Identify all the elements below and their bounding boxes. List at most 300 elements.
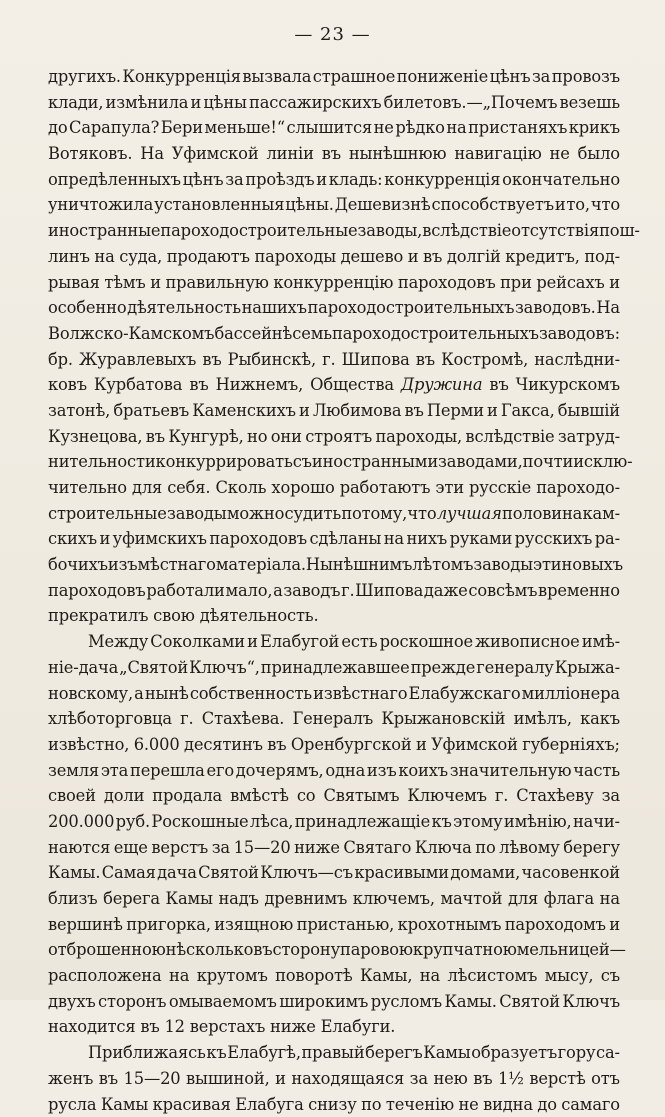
word: и bbox=[609, 270, 620, 296]
word: Приближаясь bbox=[88, 1040, 206, 1066]
emphasized-word: Дружина bbox=[401, 372, 482, 398]
word: почти bbox=[523, 449, 574, 475]
word: съ bbox=[601, 963, 620, 989]
word: въ bbox=[416, 347, 435, 373]
word: еще bbox=[114, 835, 148, 861]
word: пароходы, bbox=[375, 424, 462, 450]
word: 12 bbox=[164, 1014, 184, 1040]
word: г. bbox=[341, 578, 354, 604]
word: нихъ bbox=[407, 526, 448, 552]
word: уфимскихъ bbox=[113, 526, 207, 552]
word: эта bbox=[101, 758, 128, 784]
word: древнимъ bbox=[264, 886, 347, 912]
word: Каменскихъ bbox=[192, 398, 296, 424]
word: под- bbox=[584, 244, 620, 270]
word: свою bbox=[153, 603, 195, 629]
word: пароходовъ bbox=[48, 578, 146, 604]
word: снизу bbox=[308, 1092, 357, 1117]
word: на bbox=[94, 244, 114, 270]
word: вызвала bbox=[242, 64, 311, 90]
word: затруд- bbox=[558, 424, 620, 450]
word: клади, bbox=[48, 90, 103, 116]
word: Камы. bbox=[444, 989, 496, 1015]
word: Кунгурѣ, bbox=[168, 424, 243, 450]
word: десятинъ bbox=[184, 732, 263, 758]
word: имѣнію, bbox=[504, 809, 572, 835]
word: Общества bbox=[310, 372, 394, 398]
word: на bbox=[169, 963, 189, 989]
word: часть bbox=[573, 758, 620, 784]
word: цѣны bbox=[203, 90, 247, 116]
word: доли bbox=[104, 783, 144, 809]
word: Елабуги. bbox=[321, 1014, 396, 1040]
word: пароходовъ bbox=[209, 526, 307, 552]
word: не bbox=[550, 141, 570, 167]
word: къ bbox=[206, 1040, 226, 1066]
word: извѣстнаго bbox=[313, 681, 407, 707]
text-line bbox=[48, 398, 620, 424]
word: бассейнѣ bbox=[214, 321, 292, 347]
word: мало, bbox=[225, 578, 272, 604]
word: хлѣботорговца bbox=[48, 706, 172, 732]
word: не bbox=[458, 1092, 478, 1117]
word: русскіе bbox=[469, 475, 531, 501]
text-line bbox=[48, 758, 620, 784]
word: за bbox=[225, 167, 243, 193]
word: Между bbox=[88, 629, 148, 655]
emphasized-word: лучшая bbox=[437, 501, 502, 527]
word: принадлежавшее bbox=[261, 655, 410, 681]
word: ключемъ, bbox=[353, 886, 435, 912]
word: имѣлъ, bbox=[514, 706, 572, 732]
word: берегу bbox=[563, 835, 620, 861]
word: принадлежащіе bbox=[295, 809, 430, 835]
word: гору bbox=[558, 1040, 596, 1066]
text-line bbox=[48, 578, 620, 604]
word: наются bbox=[48, 835, 110, 861]
word: долгій bbox=[447, 244, 501, 270]
word: слышится bbox=[286, 115, 372, 141]
word: и bbox=[408, 244, 419, 270]
word: скихъ bbox=[48, 526, 97, 552]
word: какъ bbox=[580, 706, 620, 732]
word: крупчатною bbox=[413, 937, 517, 963]
word: изъ bbox=[367, 758, 397, 784]
word: и bbox=[487, 398, 498, 424]
word: лѣса, bbox=[250, 809, 293, 835]
text-line bbox=[48, 809, 620, 835]
word: заводовъ. bbox=[515, 295, 596, 321]
word: сторонъ bbox=[98, 989, 166, 1015]
word: Волжско-Камскомъ bbox=[48, 321, 214, 347]
text-line bbox=[48, 732, 620, 758]
word: въ bbox=[405, 398, 424, 424]
word: окончательно bbox=[502, 167, 620, 193]
word: продала bbox=[152, 783, 222, 809]
word: пристаняхъ bbox=[468, 115, 567, 141]
word: братьевъ bbox=[113, 398, 189, 424]
word: начи- bbox=[573, 809, 620, 835]
word: дешево bbox=[341, 244, 404, 270]
word: по bbox=[361, 1092, 381, 1117]
word: провозъ bbox=[552, 64, 620, 90]
word: мысу, bbox=[545, 963, 594, 989]
word: по bbox=[475, 835, 495, 861]
word: верстахъ bbox=[190, 1014, 265, 1040]
word: его bbox=[206, 758, 234, 784]
word: что bbox=[407, 501, 436, 527]
word: со bbox=[297, 783, 316, 809]
word: берегъ bbox=[365, 1040, 422, 1066]
word: пароходомъ bbox=[505, 912, 606, 938]
word: себя. bbox=[167, 475, 210, 501]
word: Вотяковъ. bbox=[48, 141, 132, 167]
word: берега bbox=[103, 886, 160, 912]
word: ковъ bbox=[48, 372, 87, 398]
word: собственность bbox=[190, 681, 312, 707]
word: на bbox=[446, 115, 466, 141]
word: дѣятельность. bbox=[200, 603, 319, 629]
word: вслѣдствіе bbox=[465, 424, 554, 450]
word: Любимова bbox=[313, 398, 402, 424]
word: пароходостроительные bbox=[160, 218, 357, 244]
word: Ключа bbox=[415, 835, 472, 861]
word: работаютъ bbox=[340, 475, 431, 501]
word: руками bbox=[450, 526, 513, 552]
word: на bbox=[600, 886, 620, 912]
word: са- bbox=[596, 1040, 620, 1066]
word: этому bbox=[453, 809, 502, 835]
word: Ключъ bbox=[562, 989, 620, 1015]
word: мачтой bbox=[440, 886, 502, 912]
word: не bbox=[374, 115, 394, 141]
word: новскому, bbox=[48, 681, 133, 707]
word: заводъ bbox=[283, 578, 340, 604]
word: и bbox=[150, 270, 161, 296]
word: цѣны. bbox=[285, 192, 334, 218]
word: изящною bbox=[214, 912, 293, 938]
word: одна bbox=[325, 758, 365, 784]
word: для bbox=[132, 475, 162, 501]
word: Перми bbox=[427, 398, 484, 424]
word: паровою bbox=[340, 937, 413, 963]
word: Елабугѣ, bbox=[227, 1040, 301, 1066]
word: рѣдко bbox=[395, 115, 445, 141]
word: заводы bbox=[167, 501, 227, 527]
text-line bbox=[48, 1092, 620, 1117]
word: и bbox=[99, 526, 110, 552]
word: часовенкой bbox=[522, 860, 620, 886]
word: Елабугой bbox=[260, 629, 339, 655]
word: и bbox=[299, 398, 310, 424]
word: хорошо bbox=[271, 475, 334, 501]
word: надъ bbox=[218, 886, 258, 912]
text-line bbox=[48, 835, 620, 861]
text-line bbox=[48, 1066, 620, 1092]
text-line bbox=[48, 449, 620, 475]
word: за bbox=[212, 835, 230, 861]
word: отсутствія bbox=[511, 218, 599, 244]
word: за bbox=[602, 783, 620, 809]
text-line bbox=[48, 552, 620, 578]
word: близъ bbox=[48, 886, 98, 912]
word: ра- bbox=[595, 526, 620, 552]
text-line bbox=[48, 218, 620, 244]
word: способствуетъ bbox=[431, 192, 553, 218]
word: и bbox=[316, 167, 327, 193]
word: пароходостроительныхъ bbox=[332, 321, 539, 347]
word: а bbox=[273, 578, 283, 604]
word: измѣнила bbox=[106, 90, 189, 116]
word: и bbox=[416, 732, 427, 758]
word: но bbox=[247, 424, 267, 450]
word: чительно bbox=[48, 475, 127, 501]
word: семь bbox=[292, 321, 332, 347]
word: Святой bbox=[198, 860, 259, 886]
word: и bbox=[555, 192, 566, 218]
text-line bbox=[48, 603, 620, 629]
word: крикъ bbox=[569, 115, 620, 141]
word: заводы bbox=[473, 552, 533, 578]
text-line bbox=[48, 64, 620, 90]
word: расположена bbox=[48, 963, 162, 989]
word: земля bbox=[48, 758, 99, 784]
word: Генералъ bbox=[293, 706, 374, 732]
word: Самая bbox=[102, 860, 156, 886]
text-line bbox=[48, 244, 620, 270]
word: въ bbox=[202, 347, 221, 373]
word: Ключемъ bbox=[407, 783, 487, 809]
text-line bbox=[48, 424, 620, 450]
word: строятъ bbox=[305, 424, 372, 450]
word: работали bbox=[146, 578, 224, 604]
text-line bbox=[48, 526, 620, 552]
word: наслѣдни- bbox=[534, 347, 620, 373]
word: Елабуга bbox=[235, 1092, 304, 1117]
word: въ bbox=[473, 1066, 492, 1092]
word: уничтожила bbox=[48, 192, 153, 218]
word: въ bbox=[146, 424, 165, 450]
word: теченію bbox=[386, 1092, 454, 1117]
word: 15—20 bbox=[124, 1066, 181, 1092]
word: при bbox=[500, 270, 532, 296]
word: видна bbox=[483, 1092, 533, 1117]
word: широкимъ bbox=[279, 989, 368, 1015]
text-line bbox=[48, 501, 620, 527]
word: что bbox=[591, 192, 620, 218]
word: вершинѣ bbox=[48, 912, 123, 938]
word: рывая bbox=[48, 270, 100, 296]
word: нею bbox=[433, 1066, 467, 1092]
word: заводы, bbox=[358, 218, 423, 244]
word: въ bbox=[189, 372, 208, 398]
word: Елабужскаго bbox=[409, 681, 521, 707]
word: пригорка, bbox=[126, 912, 211, 938]
word: живописное bbox=[475, 629, 579, 655]
word: своей bbox=[48, 783, 96, 809]
word: они bbox=[271, 424, 302, 450]
word: Камы bbox=[101, 1092, 148, 1117]
word: лѣтомъ bbox=[412, 552, 473, 578]
word: Гакса, bbox=[501, 398, 555, 424]
word: руб. bbox=[116, 809, 150, 835]
word: кладь: bbox=[329, 167, 383, 193]
word: пониженіе bbox=[397, 64, 488, 90]
text-line bbox=[48, 681, 620, 707]
word: тѣмъ bbox=[104, 270, 145, 296]
word: билетовъ.—„Почемъ bbox=[384, 90, 558, 116]
word: кредитъ, bbox=[505, 244, 579, 270]
word: русла bbox=[48, 1092, 96, 1117]
text-line bbox=[48, 706, 620, 732]
word: Шипова bbox=[355, 578, 423, 604]
word: продаютъ bbox=[167, 244, 250, 270]
word: Камы. bbox=[48, 860, 100, 886]
word: другихъ. bbox=[48, 64, 121, 90]
word: пароходостроительныхъ bbox=[307, 295, 514, 321]
word: домами, bbox=[450, 860, 520, 886]
word: г. bbox=[322, 347, 335, 373]
word: образуетъ bbox=[471, 1040, 557, 1066]
word: Нынѣшнимъ bbox=[306, 552, 412, 578]
word: строительные bbox=[48, 501, 167, 527]
word: крутомъ bbox=[197, 963, 268, 989]
text-line bbox=[48, 629, 620, 655]
word: Роскошные bbox=[151, 809, 248, 835]
word: красивыми bbox=[354, 860, 449, 886]
word: мѣстнаго bbox=[138, 552, 216, 578]
word: сдѣланы bbox=[309, 526, 381, 552]
word: русскихъ bbox=[515, 526, 593, 552]
word: милліонера bbox=[522, 681, 620, 707]
word: и bbox=[275, 1066, 286, 1092]
word: линъ bbox=[48, 244, 90, 270]
word: нынѣшнюю bbox=[349, 141, 447, 167]
word: извѣстно, bbox=[48, 732, 129, 758]
word: эти bbox=[435, 475, 464, 501]
word: кам- bbox=[582, 501, 619, 527]
word: иностранными bbox=[312, 449, 438, 475]
word: крохотнымъ bbox=[398, 912, 502, 938]
word: цѣнъ bbox=[183, 167, 224, 193]
text-line bbox=[48, 372, 620, 398]
word: пош- bbox=[599, 218, 640, 244]
word: на bbox=[384, 526, 404, 552]
word: Крыжа- bbox=[555, 655, 620, 681]
text-line bbox=[48, 886, 620, 912]
word: Уфимской bbox=[431, 732, 518, 758]
word: эти bbox=[533, 552, 562, 578]
word: до bbox=[537, 1092, 557, 1117]
word: Нижнемъ, bbox=[216, 372, 304, 398]
word: а bbox=[134, 681, 144, 707]
word: потому, bbox=[341, 501, 407, 527]
word: прежде bbox=[411, 655, 476, 681]
word: можно bbox=[227, 501, 284, 527]
word: Сколь bbox=[215, 475, 266, 501]
text-line bbox=[48, 321, 620, 347]
word: новыхъ bbox=[562, 552, 623, 578]
word: На bbox=[596, 295, 620, 321]
word: конкурренція bbox=[384, 167, 500, 193]
word: Чикурскомъ bbox=[516, 372, 620, 398]
word: заводовъ: bbox=[539, 321, 620, 347]
word: коихъ bbox=[398, 758, 448, 784]
word: вышиной, bbox=[186, 1066, 270, 1092]
word: временно bbox=[538, 578, 620, 604]
word: нительности bbox=[48, 449, 156, 475]
word: опредѣленныхъ bbox=[48, 167, 181, 193]
word: 200.000 bbox=[48, 809, 114, 835]
text-line bbox=[48, 783, 620, 809]
word: изъ bbox=[108, 552, 138, 578]
text-line bbox=[48, 1040, 620, 1066]
text-line bbox=[48, 1014, 620, 1040]
word: правый bbox=[301, 1040, 364, 1066]
word: женъ bbox=[48, 1066, 93, 1092]
word: нашихъ bbox=[242, 295, 307, 321]
word: было bbox=[578, 141, 620, 167]
word: 1½ bbox=[498, 1066, 524, 1092]
page-number: — 23 — bbox=[0, 24, 665, 45]
word: съ bbox=[293, 449, 312, 475]
word: Святымъ bbox=[323, 783, 399, 809]
word: отъ bbox=[591, 1066, 620, 1092]
text-line bbox=[48, 192, 620, 218]
body-text bbox=[48, 64, 620, 1117]
text-line bbox=[48, 989, 620, 1015]
word: верстъ bbox=[151, 835, 208, 861]
word: везешь bbox=[560, 90, 620, 116]
word: въ bbox=[140, 1014, 159, 1040]
word: губерніяхъ; bbox=[522, 732, 620, 758]
word: пароходо- bbox=[536, 475, 620, 501]
word: Журавлевыхъ bbox=[79, 347, 196, 373]
word: дѣятельность bbox=[127, 295, 241, 321]
word: генералу bbox=[476, 655, 554, 681]
word: вмѣстѣ bbox=[230, 783, 289, 809]
word: красивая bbox=[153, 1092, 231, 1117]
word: и bbox=[190, 90, 201, 116]
word: на bbox=[420, 963, 440, 989]
word: суда, bbox=[119, 244, 162, 270]
word: въ bbox=[423, 244, 442, 270]
word: Кузнецова, bbox=[48, 424, 142, 450]
word: линіи bbox=[266, 141, 313, 167]
word: 6.000 bbox=[134, 732, 180, 758]
text-line bbox=[48, 655, 620, 681]
word: страшное bbox=[313, 64, 395, 90]
word: и bbox=[609, 912, 620, 938]
word: двухъ bbox=[48, 989, 96, 1015]
word: Камы, bbox=[360, 963, 412, 989]
word: г. bbox=[180, 706, 193, 732]
word: конкурренцію bbox=[273, 270, 393, 296]
word: Рыбинскѣ, bbox=[228, 347, 316, 373]
word: судить bbox=[285, 501, 342, 527]
word: навигацію bbox=[454, 141, 541, 167]
word: находящаяся bbox=[291, 1066, 404, 1092]
word: проѣздъ bbox=[245, 167, 314, 193]
text-line bbox=[48, 963, 620, 989]
word: перешла bbox=[130, 758, 205, 784]
word: для bbox=[508, 886, 538, 912]
word: въ bbox=[99, 1066, 118, 1092]
word: въ bbox=[253, 937, 272, 963]
word: затонѣ, bbox=[48, 398, 110, 424]
word: даже bbox=[424, 578, 468, 604]
word: Дешевизнѣ bbox=[335, 192, 431, 218]
